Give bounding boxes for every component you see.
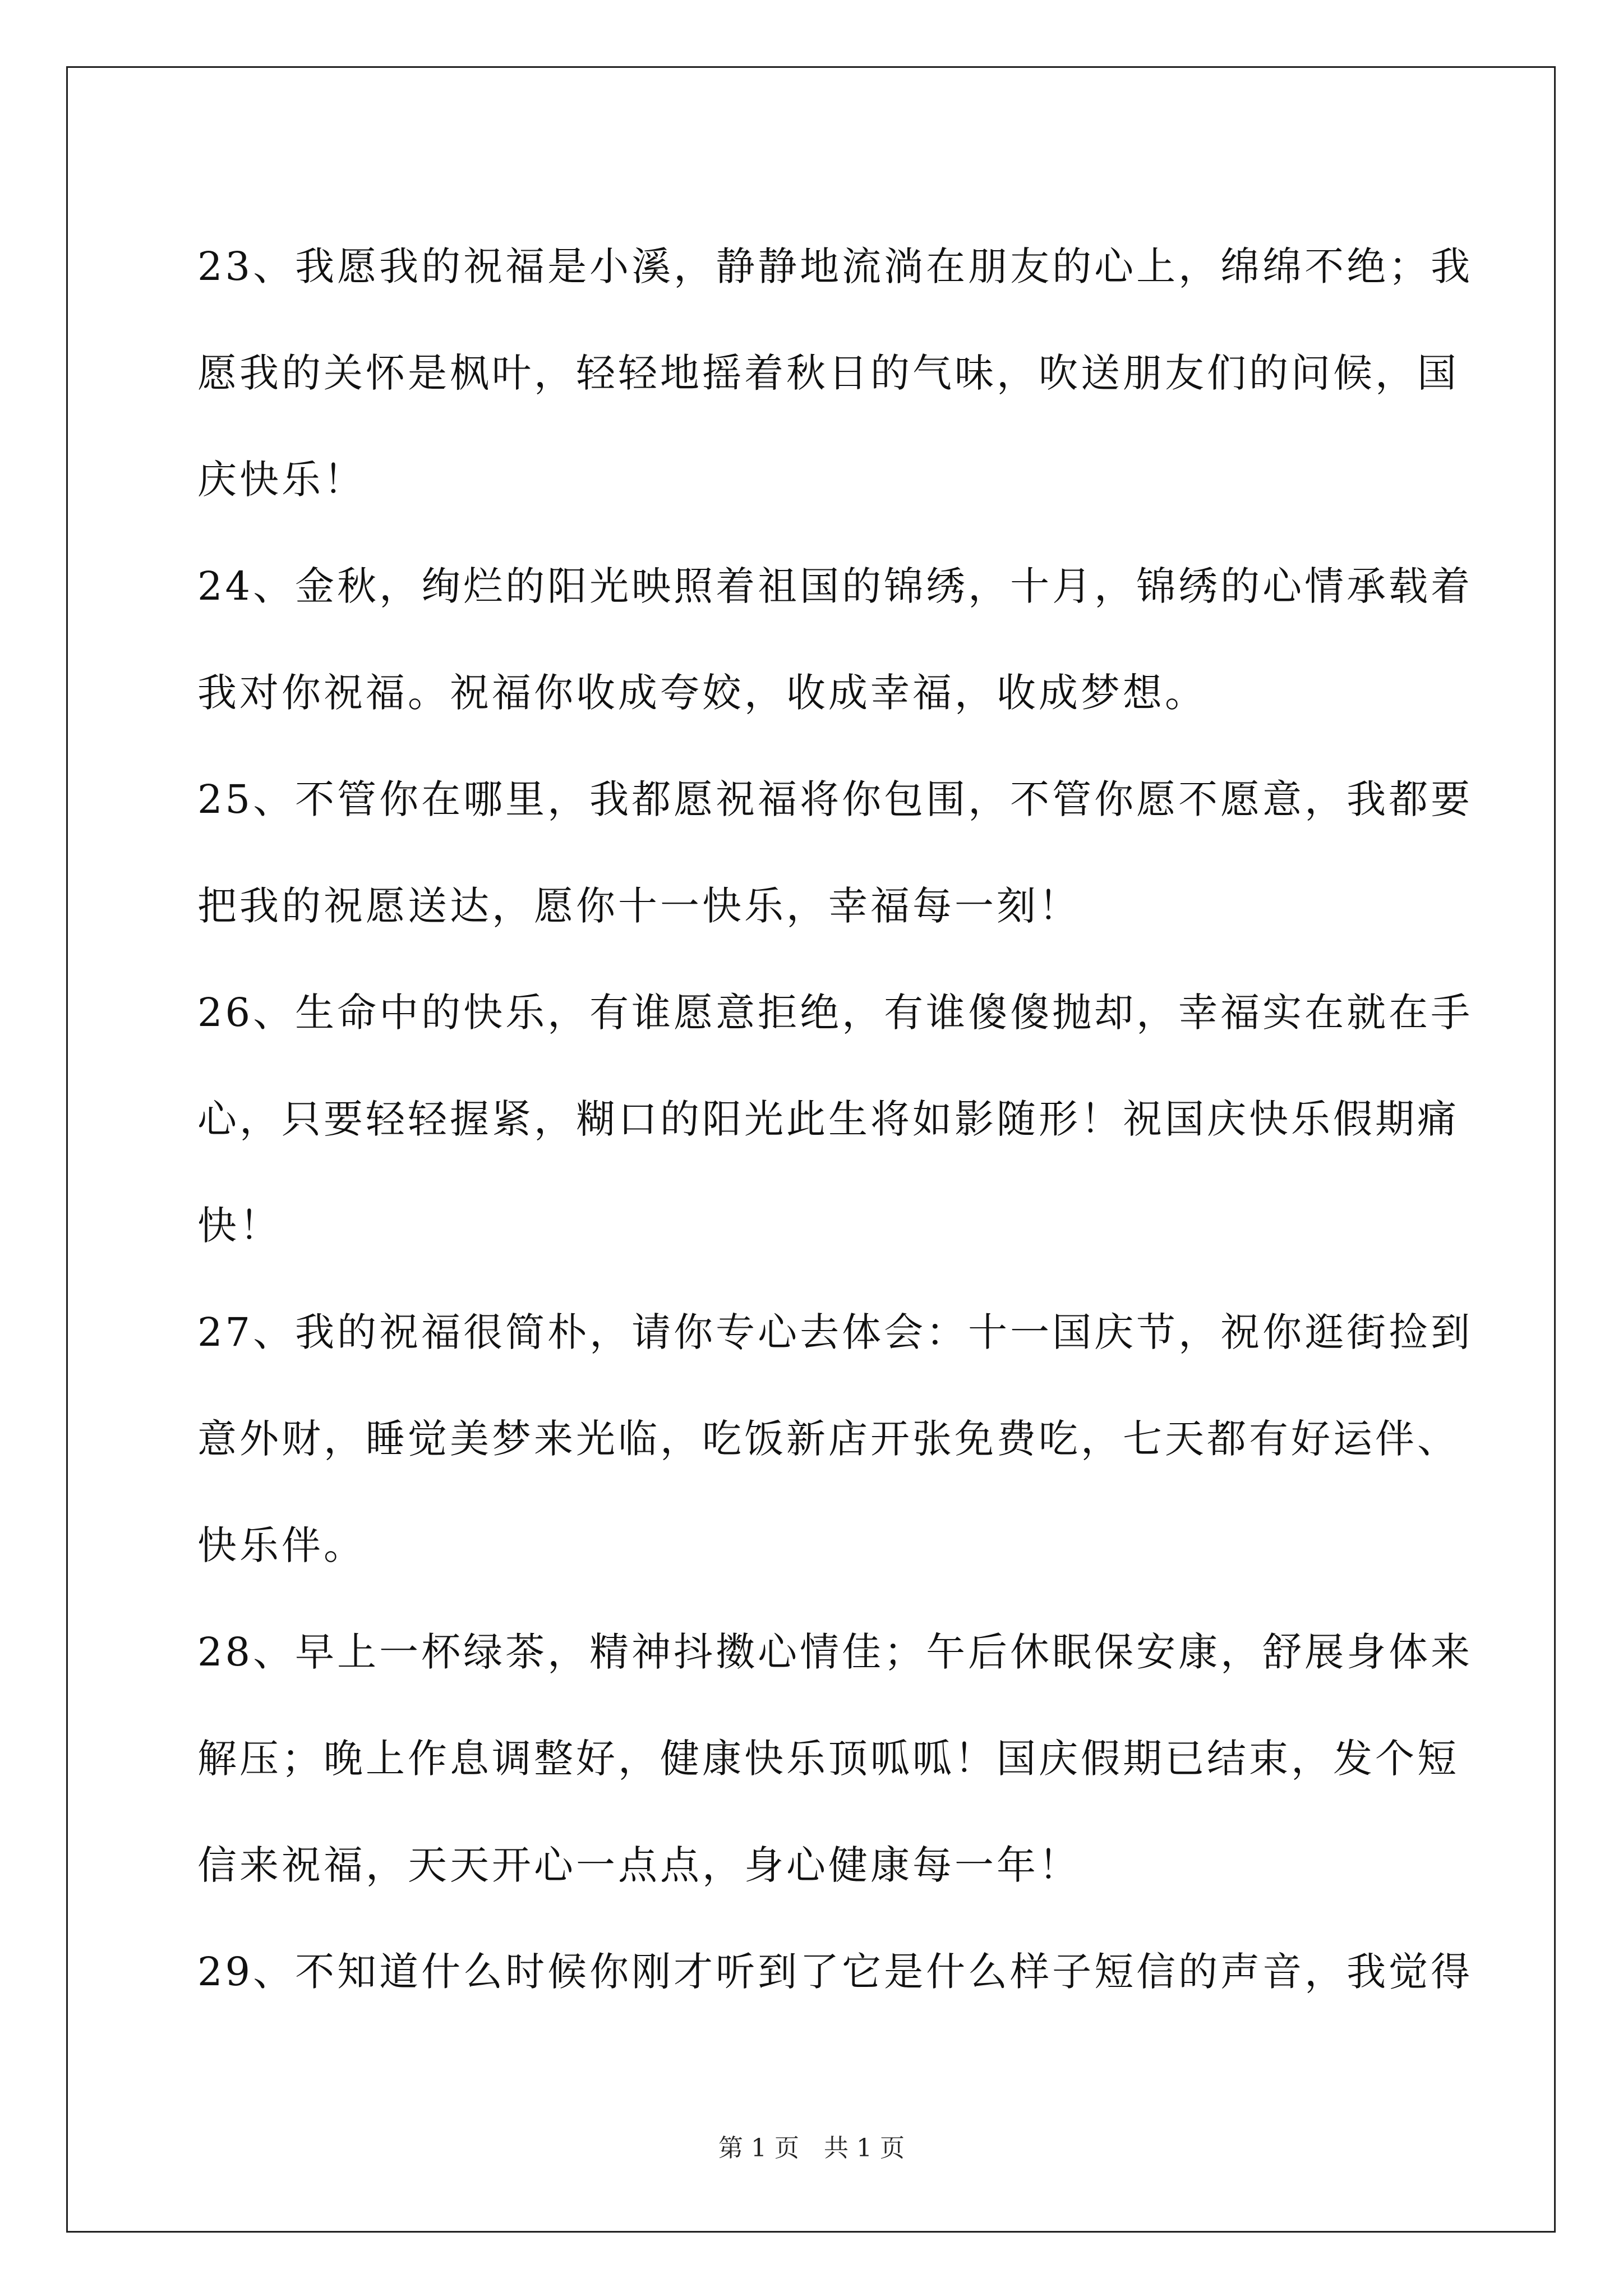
text-line: 庆快乐！ bbox=[197, 457, 366, 503]
text-line: 信来祝福，天天开心一点点，身心健康每一年！ bbox=[197, 1842, 1081, 1888]
text-line: 27、我的祝福很简朴，请你专心去体会：十一国庆节，祝你逛街捡到 bbox=[197, 1309, 1473, 1355]
text-line: 愿我的关怀是枫叶，轻轻地摇着秋日的气味，吹送朋友们的问候，国 bbox=[197, 350, 1459, 396]
text-line: 把我的祝愿送达，愿你十一快乐，幸福每一刻！ bbox=[197, 883, 1081, 929]
text-line: 26、生命中的快乐，有谁愿意拒绝，有谁傻傻抛却，幸福实在就在手 bbox=[197, 990, 1473, 1036]
text-line: 29、不知道什么时候你刚才听到了它是什么样子短信的声音，我觉得 bbox=[197, 1949, 1473, 1995]
document-body bbox=[197, 213, 1473, 2025]
text-line: 快！ bbox=[197, 1203, 282, 1249]
text-line: 快乐伴。 bbox=[197, 1522, 366, 1568]
text-line: 心，只要轻轻握紧，糊口的阳光此生将如影随形！祝国庆快乐假期痛 bbox=[197, 1096, 1459, 1142]
text-line: 23、我愿我的祝福是小溪，静静地流淌在朋友的心上，绵绵不绝；我 bbox=[197, 243, 1473, 289]
page-footer: 第 1 页 共 1 页 bbox=[718, 2134, 905, 2162]
text-line: 我对你祝福。祝福你收成夸姣，收成幸福，收成梦想。 bbox=[197, 670, 1207, 716]
text-line: 24、金秋，绚烂的阳光映照着祖国的锦绣，十月，锦绣的心情承载着 bbox=[197, 563, 1473, 609]
text-line: 解压；晚上作息调整好，健康快乐顶呱呱！国庆假期已结束，发个短 bbox=[197, 1736, 1459, 1782]
text-line: 28、早上一杯绿茶，精神抖擞心情佳；午后休眠保安康，舒展身体来 bbox=[197, 1629, 1473, 1675]
text-line: 意外财，睡觉美梦来光临，吃饭新店开张免费吃，七天都有好运伴、 bbox=[197, 1416, 1459, 1462]
text-line: 25、不管你在哪里，我都愿祝福将你包围，不管你愿不愿意，我都要 bbox=[197, 776, 1473, 822]
